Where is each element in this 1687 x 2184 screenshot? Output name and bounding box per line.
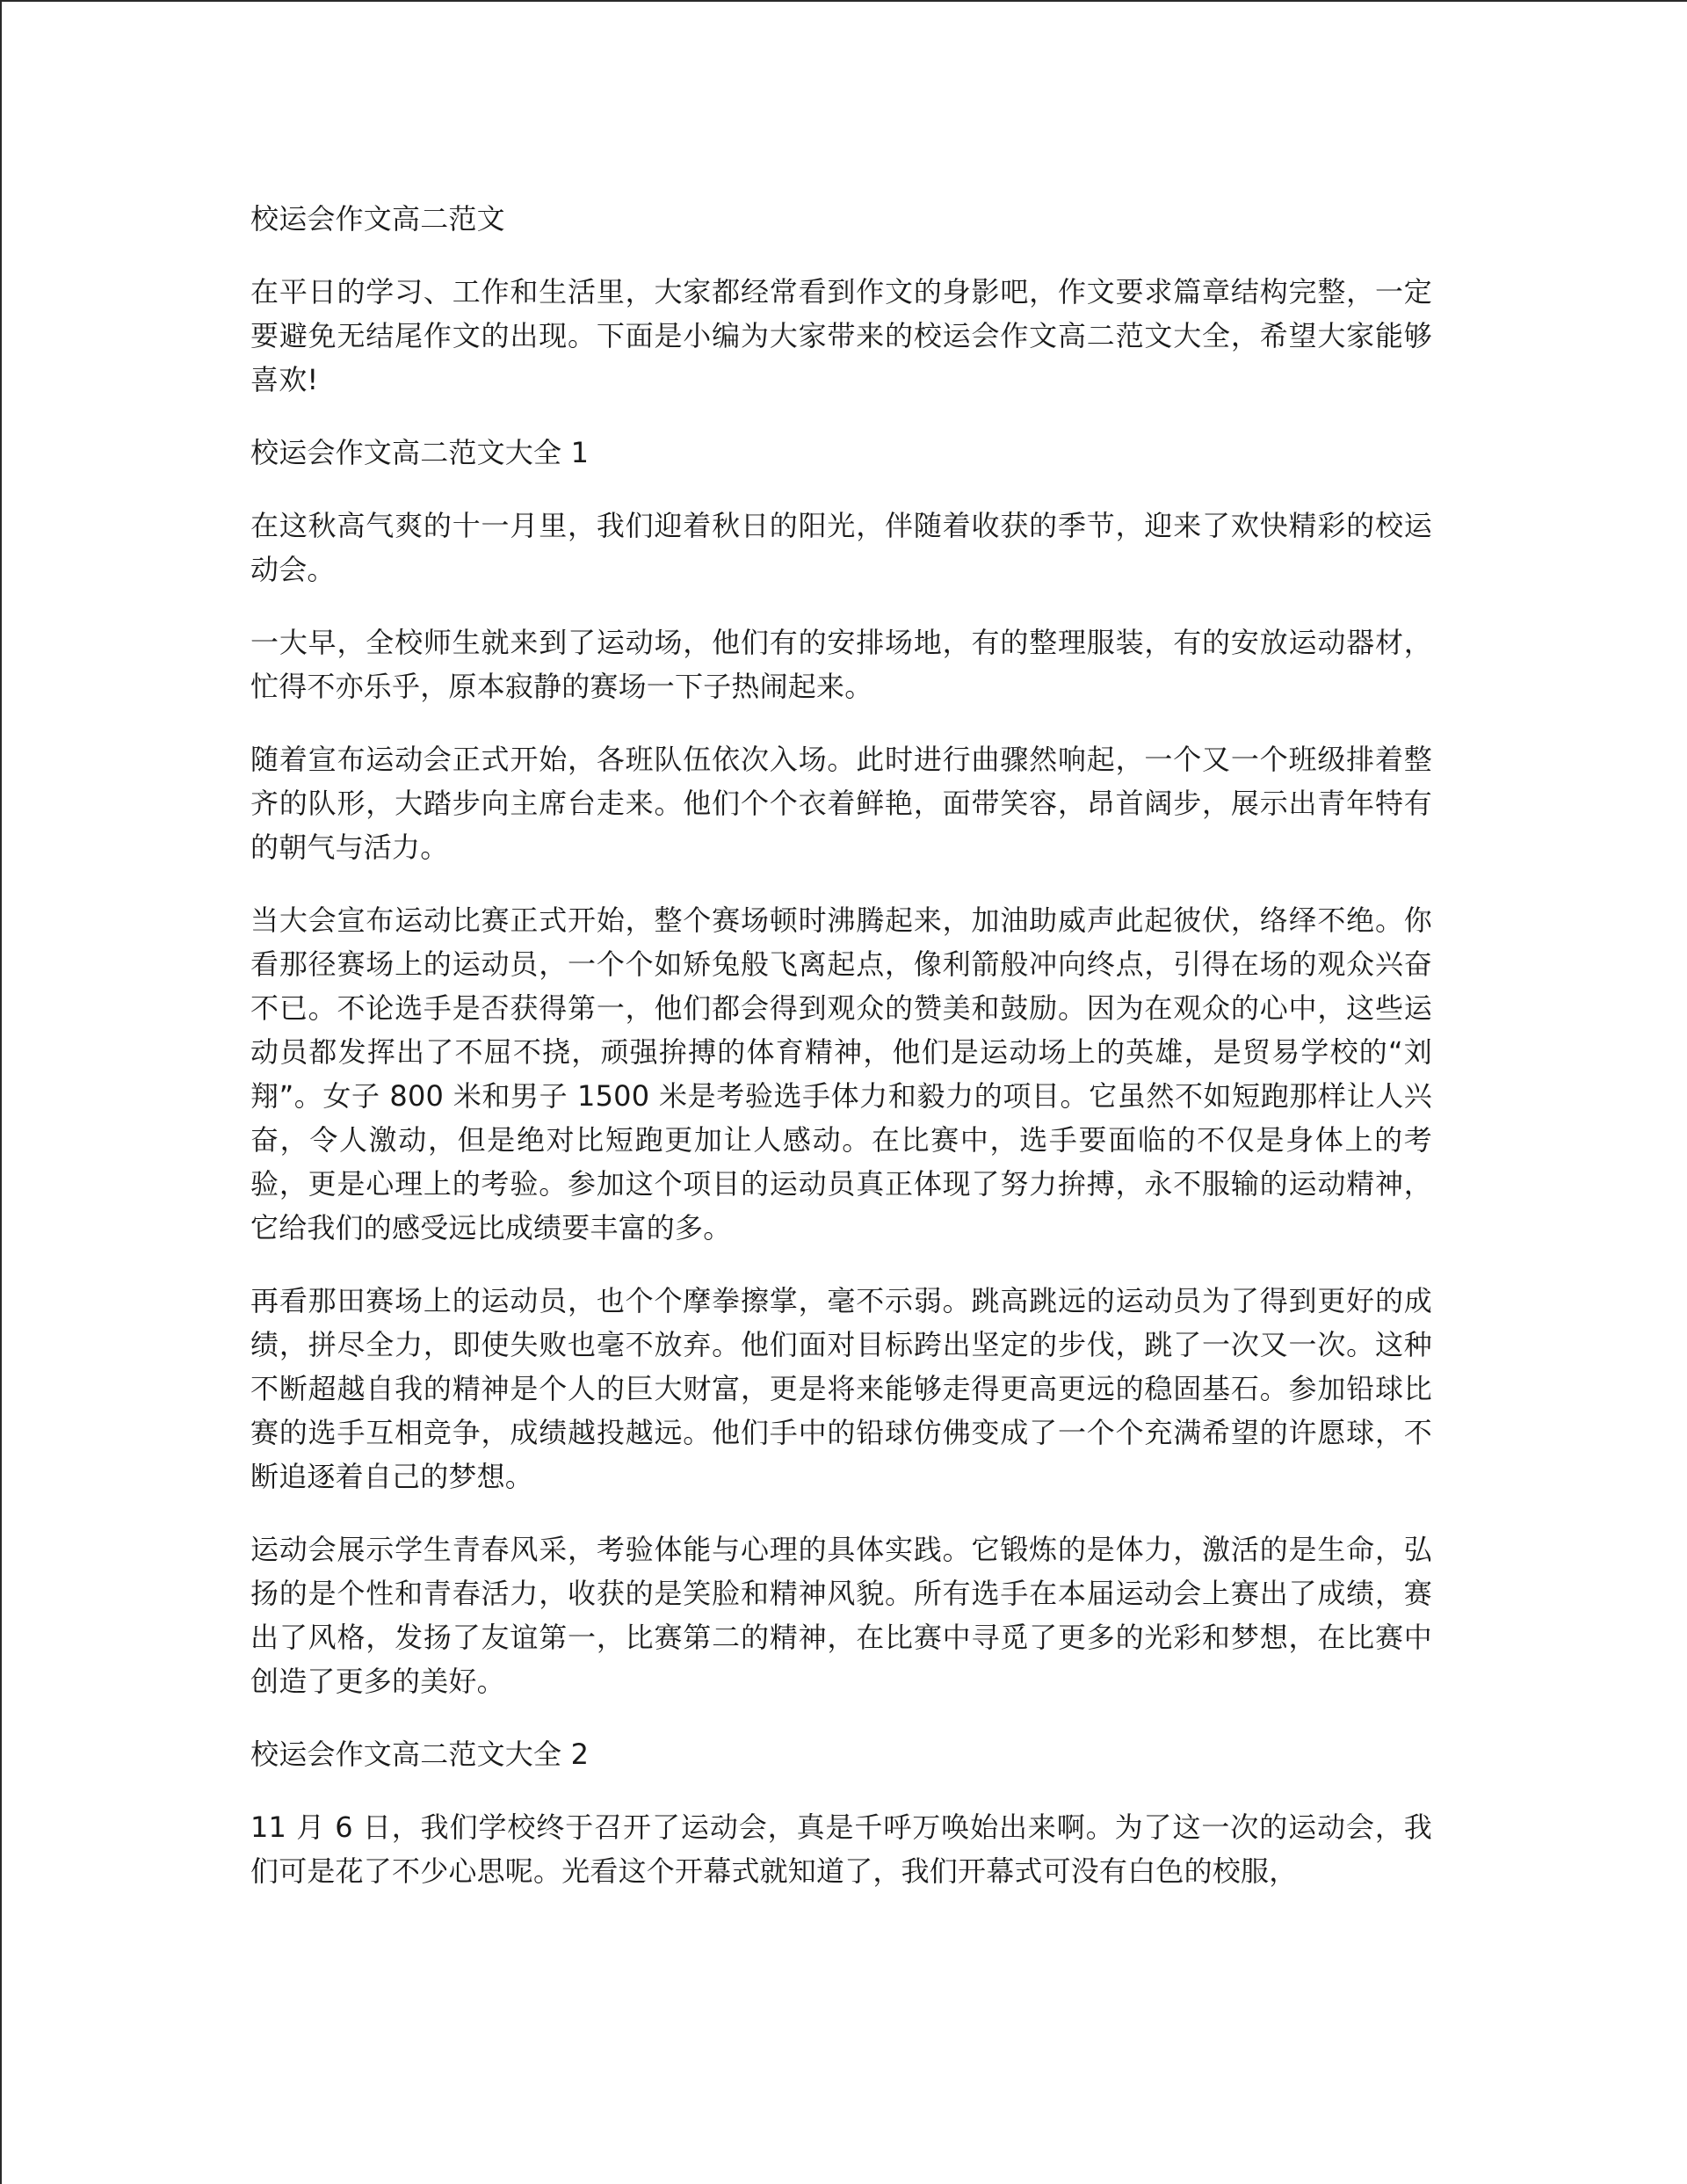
section-1-paragraph-4: 当大会宣布运动比赛正式开始，整个赛场顿时沸腾起来，加油助威声此起彼伏，络绎不绝。你看那径赛场上的运动员，一个个如矫兔般飞离起点，像利箭般冲向终点，引得在场的观众兴奋不已。不论选手是否获得第一，他们都会得到观众的赞美和鼓励。因为在观众的心中，这些运动员都发挥出了不屈不挠，顽强拚搏的体育精神，他们是运动场上的英雄，是贸易学校的“刘翔”。女子 800 米和男子 1500 米是考验选手体力和毅力的项目。它虽然不如短跑那样让人兴奋，令人激动，但是绝对比短跑更加让人感动。在比赛中，选手要面临的不仅是身体上的考验，更是心理上的考验。参加这个项目的运动员真正体现了努力拚搏，永不服输的运动精神，它给我们的感受远比成绩要丰富的多。	[250, 903, 1432, 1244]
section-heading-1: 校运会作文高二范文大全 1	[250, 436, 590, 469]
section-1-paragraph-6: 运动会展示学生青春风采，考验体能与心理的具体实践。它锻炼的是体力，激活的是生命，弘扬的是个性和青春活力，收获的是笑脸和精神风貌。所有选手在本届运动会上赛出了成绩，赛出了风格，发扬了友谊第一，比赛第二的精神，在比赛中寻觅了更多的光彩和梦想，在比赛中创造了更多的美好。	[250, 1533, 1432, 1698]
section-1-paragraph-5: 再看那田赛场上的运动员，也个个摩拳擦掌，毫不示弱。跳高跳远的运动员为了得到更好的成绩，拼尽全力，即使失败也毫不放弃。他们面对目标跨出坚定的步伐，跳了一次又一次。这种不断超越自我的精神是个人的巨大财富，更是将来能够走得更高更远的稳固基石。参加铅球比赛的选手互相竞争，成绩越投越远。他们手中的铅球仿佛变成了一个个充满希望的许愿球，不断追逐着自己的梦想。	[250, 1284, 1432, 1493]
section-heading-2: 校运会作文高二范文大全 2	[250, 1738, 590, 1771]
intro-paragraph: 在平日的学习、工作和生活里，大家都经常看到作文的身影吧，作文要求篇章结构完整，一定要避免无结尾作文的出现。下面是小编为大家带来的校运会作文高二范文大全，希望大家能够喜欢!	[250, 275, 1432, 396]
section-2-paragraph-1: 11 月 6 日，我们学校终于召开了运动会，真是千呼万唤始出来啊。为了这一次的运动会，我们可是花了不少心思呢。光看这个开幕式就知道了，我们开幕式可没有白色的校服，	[250, 1810, 1432, 1888]
section-1-paragraph-3: 随着宣布运动会正式开始，各班队伍依次入场。此时进行曲骤然响起，一个又一个班级排着整齐的队形，大踏步向主席台走来。他们个个衣着鲜艳，面带笑容，昂首阔步，展示出青年特有的朝气与活力。	[250, 743, 1432, 864]
document-title: 校运会作文高二范文	[250, 202, 505, 236]
document-body	[250, 197, 1432, 1922]
section-1-paragraph-2: 一大早，全校师生就来到了运动场，他们有的安排场地，有的整理服装，有的安放运动器材，忙得不亦乐乎，原本寂静的赛场一下子热闹起来。	[250, 626, 1432, 703]
section-1-paragraph-1: 在这秋高气爽的十一月里，我们迎着秋日的阳光，伴随着收获的季节，迎来了欢快精彩的校运动会。	[250, 509, 1432, 586]
